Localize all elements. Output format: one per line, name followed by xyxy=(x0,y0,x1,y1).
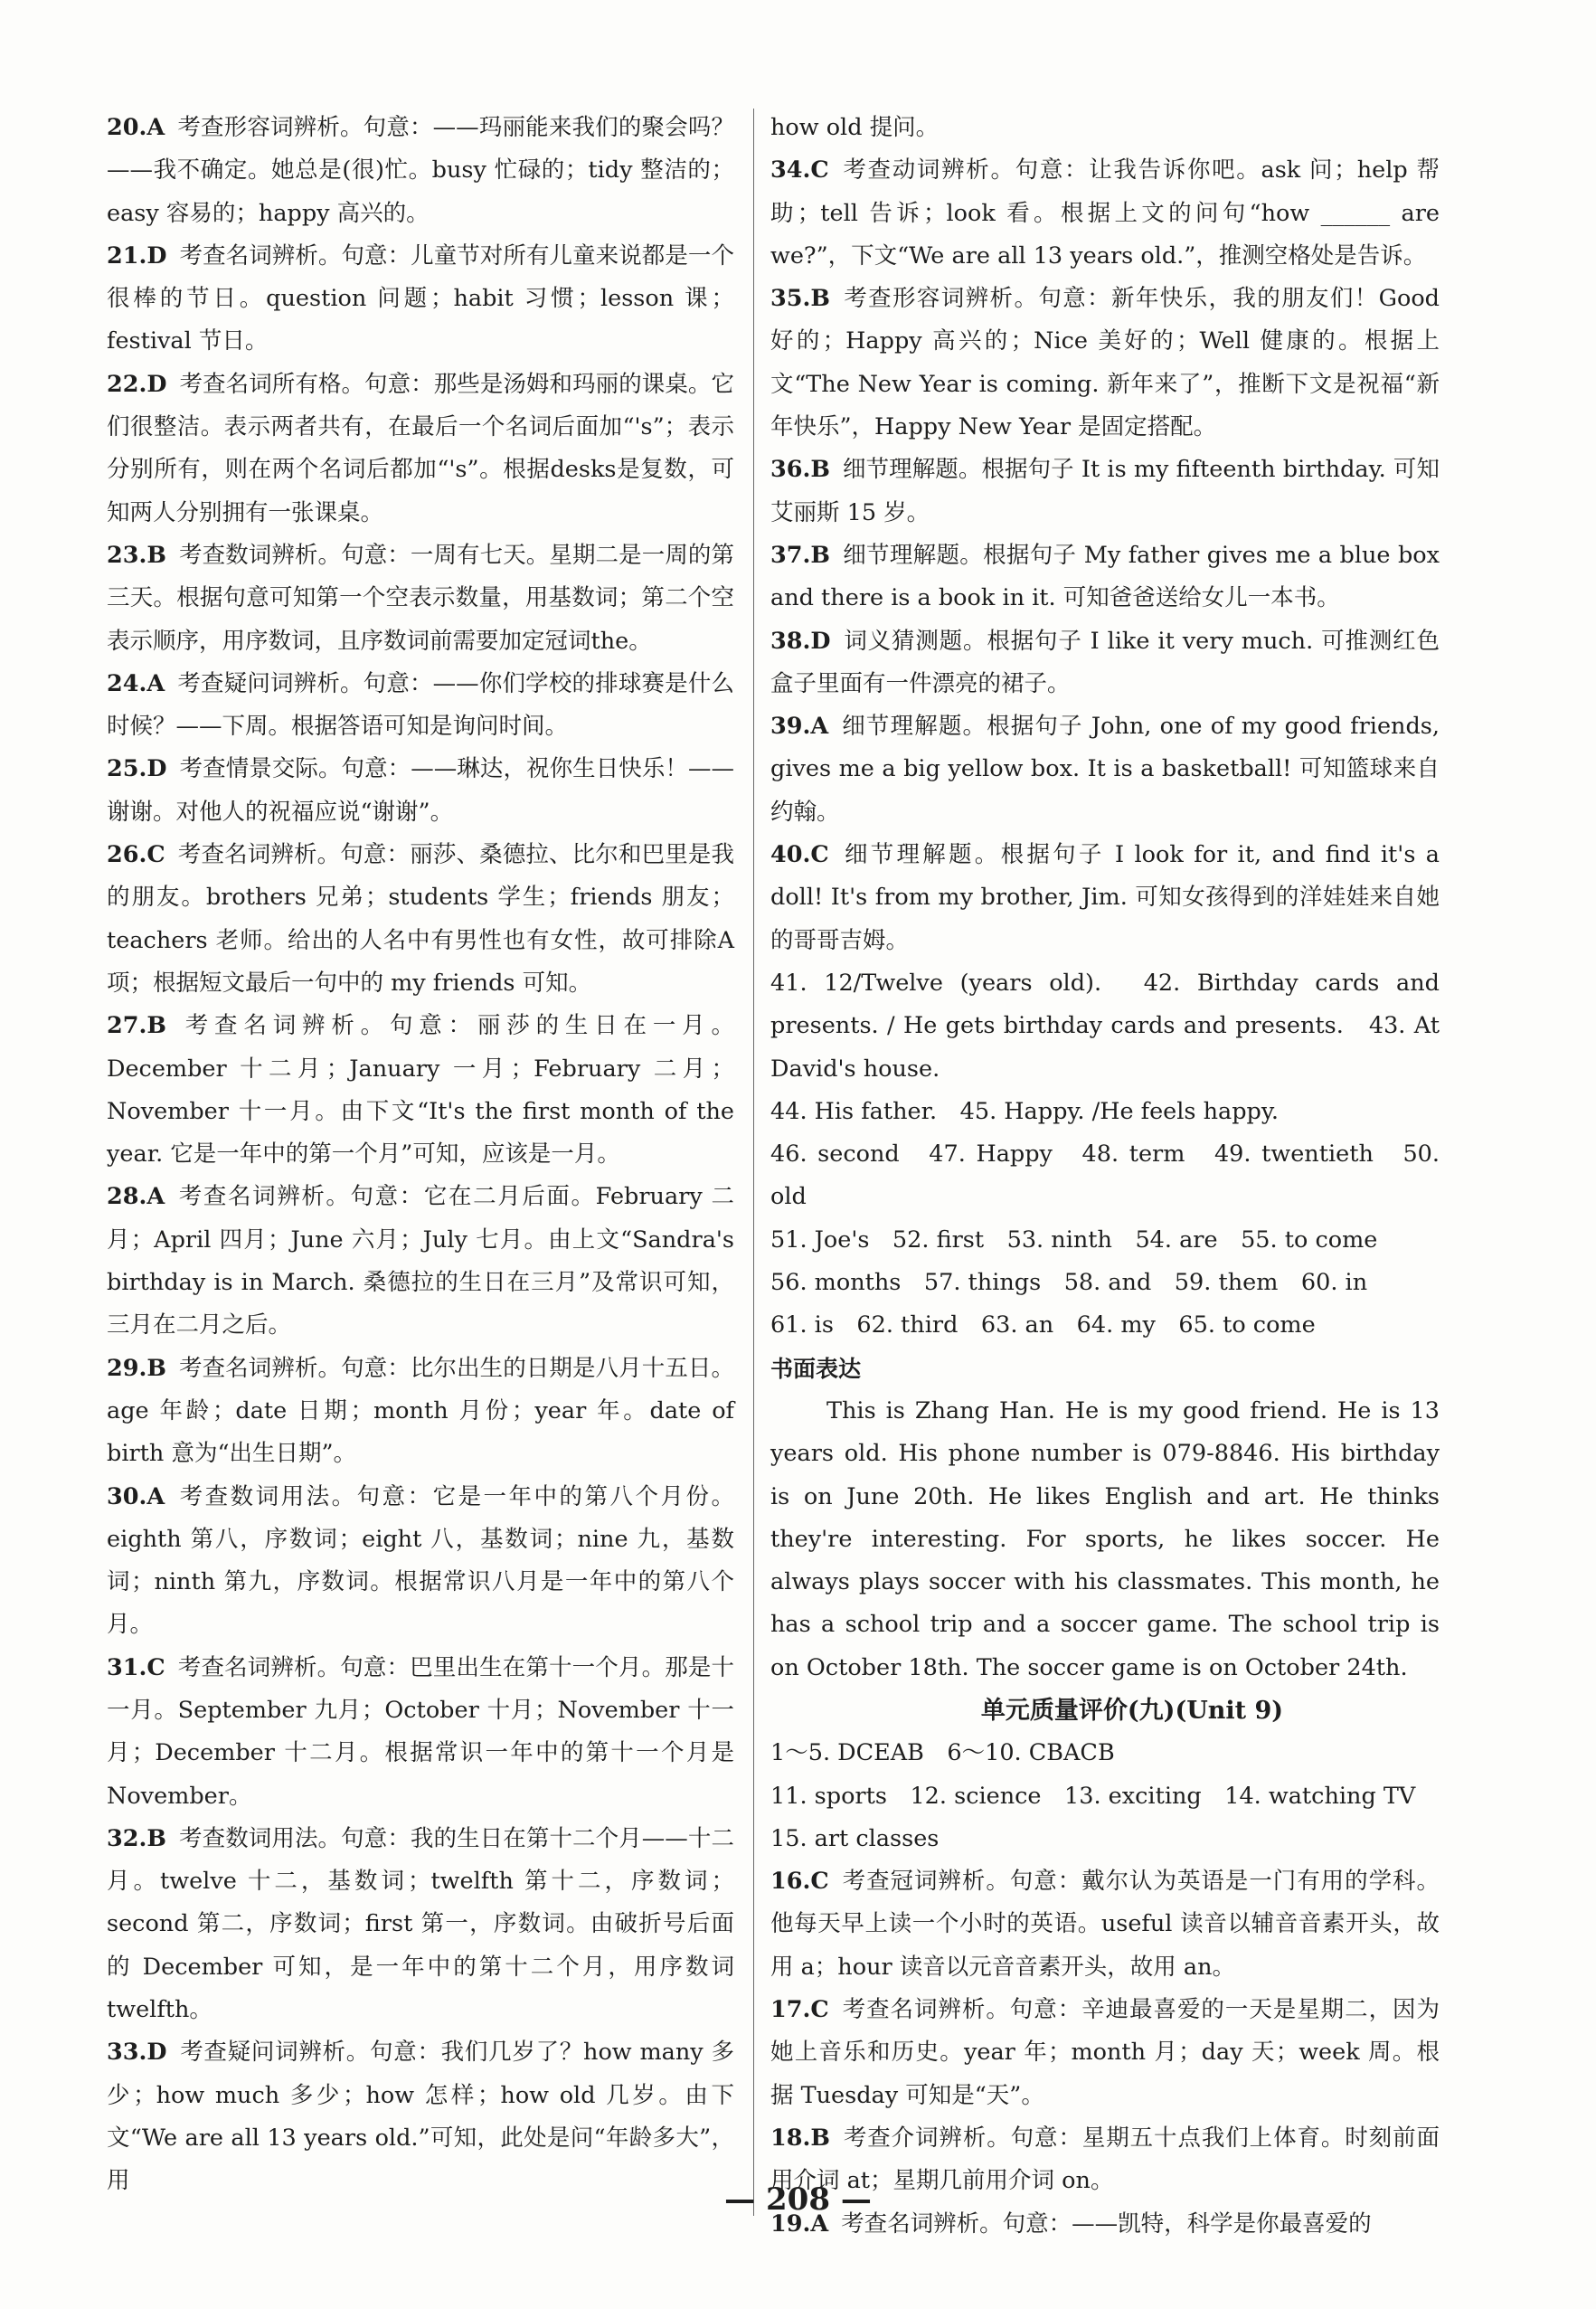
item-explanation: 考查动词辨析。句意：让我告诉你吧。ask 问；help 帮助；tell 告诉；look 看。根据上文的问句“how ______ are we?”，下文“We are all 13 years old.”，推测空格处是告诉。 xyxy=(770,156,1440,270)
item-number: 27.B xyxy=(107,1012,166,1040)
item-number: 35.B xyxy=(770,285,830,313)
continuation-text: how old 提问。 xyxy=(770,114,940,141)
item-explanation: 考查数词辨析。句意：一周有七天。星期二是一周的第三天。根据句意可知第一个空表示数量，用基数词；第二个空表示顺序，用序数词，且序数词前需要加定冠词the。 xyxy=(107,541,734,655)
page-number: — 208 — xyxy=(724,2181,872,2218)
short-answer-line: 46. second 47. Happy 48. term 49. twentieth 50. old xyxy=(770,1140,1440,1211)
item-number: 19.A xyxy=(770,2210,829,2238)
answer-item xyxy=(107,748,734,834)
left-column xyxy=(107,107,734,2203)
item-number: 38.D xyxy=(770,627,831,655)
item-explanation: 考查名词辨析。句意：它在二月后面。February 二月；April 四月；June 六月；July 七月。由上文“Sandra's birthday is in March. 桑德拉的生日在三月”及常识可知，三月在二月之后。 xyxy=(107,1183,734,1339)
writing-heading: 书面表达 xyxy=(770,1355,862,1382)
right-column xyxy=(770,107,1440,2246)
answer-item xyxy=(107,1348,734,1476)
unit-title: 单元质量评价(九)(Unit 9) xyxy=(980,1696,1284,1725)
answer-item xyxy=(107,535,734,663)
answer-item xyxy=(107,1476,734,1647)
item-explanation: 考查数词用法。句意：我的生日在第十二个月——十二月。twelve 十二，基数词；twelfth 第十二，序数词；second 第二，序数词；first 第一，序数词。由破折号后面的 December 可知，是一年中的第十二个月，用序数词twelfth。 xyxy=(107,1824,734,2024)
answer-item xyxy=(770,1860,1440,1989)
item-explanation: 考查形容词辨析。句意：新年快乐，我的朋友们！Good 好的；Happy 高兴的；Nice 美好的；Well 健康的。根据上文“The New Year is coming. 新年来了”，推断下文是祝福“新年快乐”，Happy New Year 是固定搭配。 xyxy=(770,285,1440,441)
item-number: 40.C xyxy=(770,841,829,869)
item-number: 24.A xyxy=(107,669,165,697)
answer-item xyxy=(770,1989,1440,2117)
item-explanation: 考查名词辨析。句意：辛迪最喜爱的一天是星期二，因为她上音乐和历史。year 年；month 月；day 天；week 周。根据 Tuesday 可知是“天”。 xyxy=(770,1996,1440,2109)
item-number: 32.B xyxy=(107,1824,166,1852)
item-explanation: 细节理解题。根据句子 John, one of my good friends, gives me a big yellow box. It is a basketball! 可知篮球来自约翰。 xyxy=(770,713,1440,826)
answer-item xyxy=(770,449,1440,535)
item-number: 37.B xyxy=(770,541,830,569)
answer-item xyxy=(107,1647,734,1818)
item-number: 33.D xyxy=(107,2039,167,2067)
item-explanation: 细节理解题。根据句子 It is my fifteenth birthday. 可知艾丽斯 15 岁。 xyxy=(770,456,1440,526)
unit-answer-line: 15. art classes xyxy=(770,1824,940,1852)
item-explanation: 考查名词辨析。句意：丽莎、桑德拉、比尔和巴里是我的朋友。brothers 兄弟；students 学生；friends 朋友；teachers 老师。给出的人名中有男性也有女性，故可排除A项；根据短文最后一句中的 my friends 可知。 xyxy=(107,841,734,997)
answer-item xyxy=(107,364,734,535)
item-explanation: 细节理解题。根据句子 I look for it, and find it's a doll! It's from my brother, Jim. 可知女孩得到的洋娃娃来自她的哥哥吉姆。 xyxy=(770,841,1440,954)
item-explanation: 考查名词辨析。句意：丽莎的生日在一月。December 十二月；January 一月；February 二月；November 十一月。由下文“It's the first month of the year. 它是一年中的第一个月”可知，应该是一月。 xyxy=(107,1012,734,1169)
item-number: 17.C xyxy=(770,1996,829,2024)
item-number: 28.A xyxy=(107,1183,165,1211)
item-explanation: 考查名词辨析。句意：巴里出生在第十一个月。那是十一月。September 九月；October 十月；November 十一月；December 十二月。根据常识一年中的第十一个月是 November。 xyxy=(107,1653,734,1810)
unit-answer-line: 1～5. DCEAB 6～10. CBACB xyxy=(770,1739,1115,1767)
unit-answer-line: 11. sports 12. science 13. exciting 14. watching TV xyxy=(770,1782,1416,1810)
item-explanation: 考查形容词辨析。句意：——玛丽能来我们的聚会吗？——我不确定。她总是(很)忙。busy 忙碌的；tidy 整洁的；easy 容易的；happy 高兴的。 xyxy=(107,114,734,227)
item-number: 39.A xyxy=(770,713,829,741)
answer-item xyxy=(107,1005,734,1176)
item-explanation: 考查名词辨析。句意：——凯特，科学是你最喜爱的 xyxy=(841,2210,1372,2238)
item-explanation: 考查疑问词辨析。句意：——你们学校的排球赛是什么时候？——下周。根据答语可知是询问时间。 xyxy=(107,669,734,741)
answer-item xyxy=(770,535,1440,620)
item-number: 31.C xyxy=(107,1653,165,1681)
answer-item xyxy=(770,620,1440,706)
column-divider xyxy=(753,109,754,2216)
item-number: 30.A xyxy=(107,1482,165,1510)
short-answer-line: 41. 12/Twelve (years old). 42. Birthday cards and presents. / He gets birthday cards and presents. 43. At David's house. xyxy=(770,969,1440,1083)
model-essay: This is Zhang Han. He is my good friend. He is 13 years old. His phone number is 079-8846. His birthday is on June 20th. He likes English and art. He thinks they're interesting. For sports, he likes soccer. He always plays soccer with his classmates. This month, he has a school trip and a soccer game. The school trip is on October 18th. The soccer game is on October 24th. xyxy=(770,1396,1440,1681)
item-number: 26.C xyxy=(107,841,165,869)
item-number: 36.B xyxy=(770,456,830,484)
item-explanation: 细节理解题。根据句子 My father gives me a blue box and there is a book in it. 可知爸爸送给女儿一本书。 xyxy=(770,541,1440,612)
answer-item xyxy=(770,149,1440,278)
item-explanation: 考查冠词辨析。句意：戴尔认为英语是一门有用的学科。他每天早上读一个小时的英语。useful 读音以辅音音素开头，故用 a；hour 读音以元音音素开头，故用 an。 xyxy=(770,1868,1440,1981)
item-number: 25.D xyxy=(107,755,167,783)
answer-item xyxy=(107,235,734,364)
item-explanation: 考查数词用法。句意：它是一年中的第八个月份。eighth 第八，序数词；eight 八，基数词；nine 九，基数词；ninth 第九，序数词。根据常识八月是一年中的第八个月。 xyxy=(107,1482,734,1639)
item-explanation: 考查名词所有格。句意：那些是汤姆和玛丽的课桌。它们很整洁。表示两者共有，在最后一个名词后面加“'s”；表示分别所有，则在两个名词后都加“'s”。根据desks是复数，可知两人分别拥有一张课桌。 xyxy=(107,370,734,526)
answer-item xyxy=(107,1818,734,2031)
short-answer-line: 51. Joe's 52. first 53. ninth 54. are 55. to come xyxy=(770,1225,1378,1254)
short-answer-line: 56. months 57. things 58. and 59. them 60. in xyxy=(770,1269,1368,1297)
item-number: 23.B xyxy=(107,541,166,569)
answer-item xyxy=(107,107,734,235)
answer-item xyxy=(770,834,1440,962)
item-explanation: 考查名词辨析。句意：儿童节对所有儿童来说都是一个很棒的节日。question 问题；habit 习惯；lesson 课；festival 节日。 xyxy=(107,241,734,355)
item-explanation: 考查名词辨析。句意：比尔出生的日期是八月十五日。age 年龄；date 日期；month 月份；year 年。date of birth 意为“出生日期”。 xyxy=(107,1354,734,1468)
answer-item xyxy=(107,2031,734,2202)
item-number: 34.C xyxy=(770,156,829,185)
answer-item xyxy=(770,705,1440,834)
short-answer-line: 61. is 62. third 63. an 64. my 65. to come xyxy=(770,1311,1316,1339)
item-number: 29.B xyxy=(107,1354,166,1382)
item-explanation: 考查介词辨析。句意：星期五十点我们上体育。时刻前面用介词 at；星期几前用介词 on。 xyxy=(770,2124,1440,2195)
item-number: 16.C xyxy=(770,1868,829,1896)
item-explanation: 考查疑问词辨析。句意：我们几岁了？how many 多少；how much 多少；how 怎样；how old 几岁。由下文“We are all 13 years old.”可知，此处是问“年龄多大”，用 xyxy=(107,2039,734,2195)
item-number: 21.D xyxy=(107,241,167,270)
item-number: 22.D xyxy=(107,370,167,398)
short-answer-line: 44. His father. 45. Happy. /He feels happy. xyxy=(770,1097,1280,1125)
item-number: 18.B xyxy=(770,2124,830,2152)
item-number: 20.A xyxy=(107,114,165,141)
answer-item xyxy=(107,1176,734,1347)
answer-item xyxy=(107,663,734,749)
item-explanation: 词义猜测题。根据句子 I like it very much. 可推测红色盒子里面有一件漂亮的裙子。 xyxy=(770,627,1440,697)
item-explanation: 考查情景交际。句意：——琳达，祝你生日快乐！——谢谢。对他人的祝福应说“谢谢”。 xyxy=(107,755,734,826)
answer-item xyxy=(770,278,1440,449)
answer-item xyxy=(107,834,734,1005)
